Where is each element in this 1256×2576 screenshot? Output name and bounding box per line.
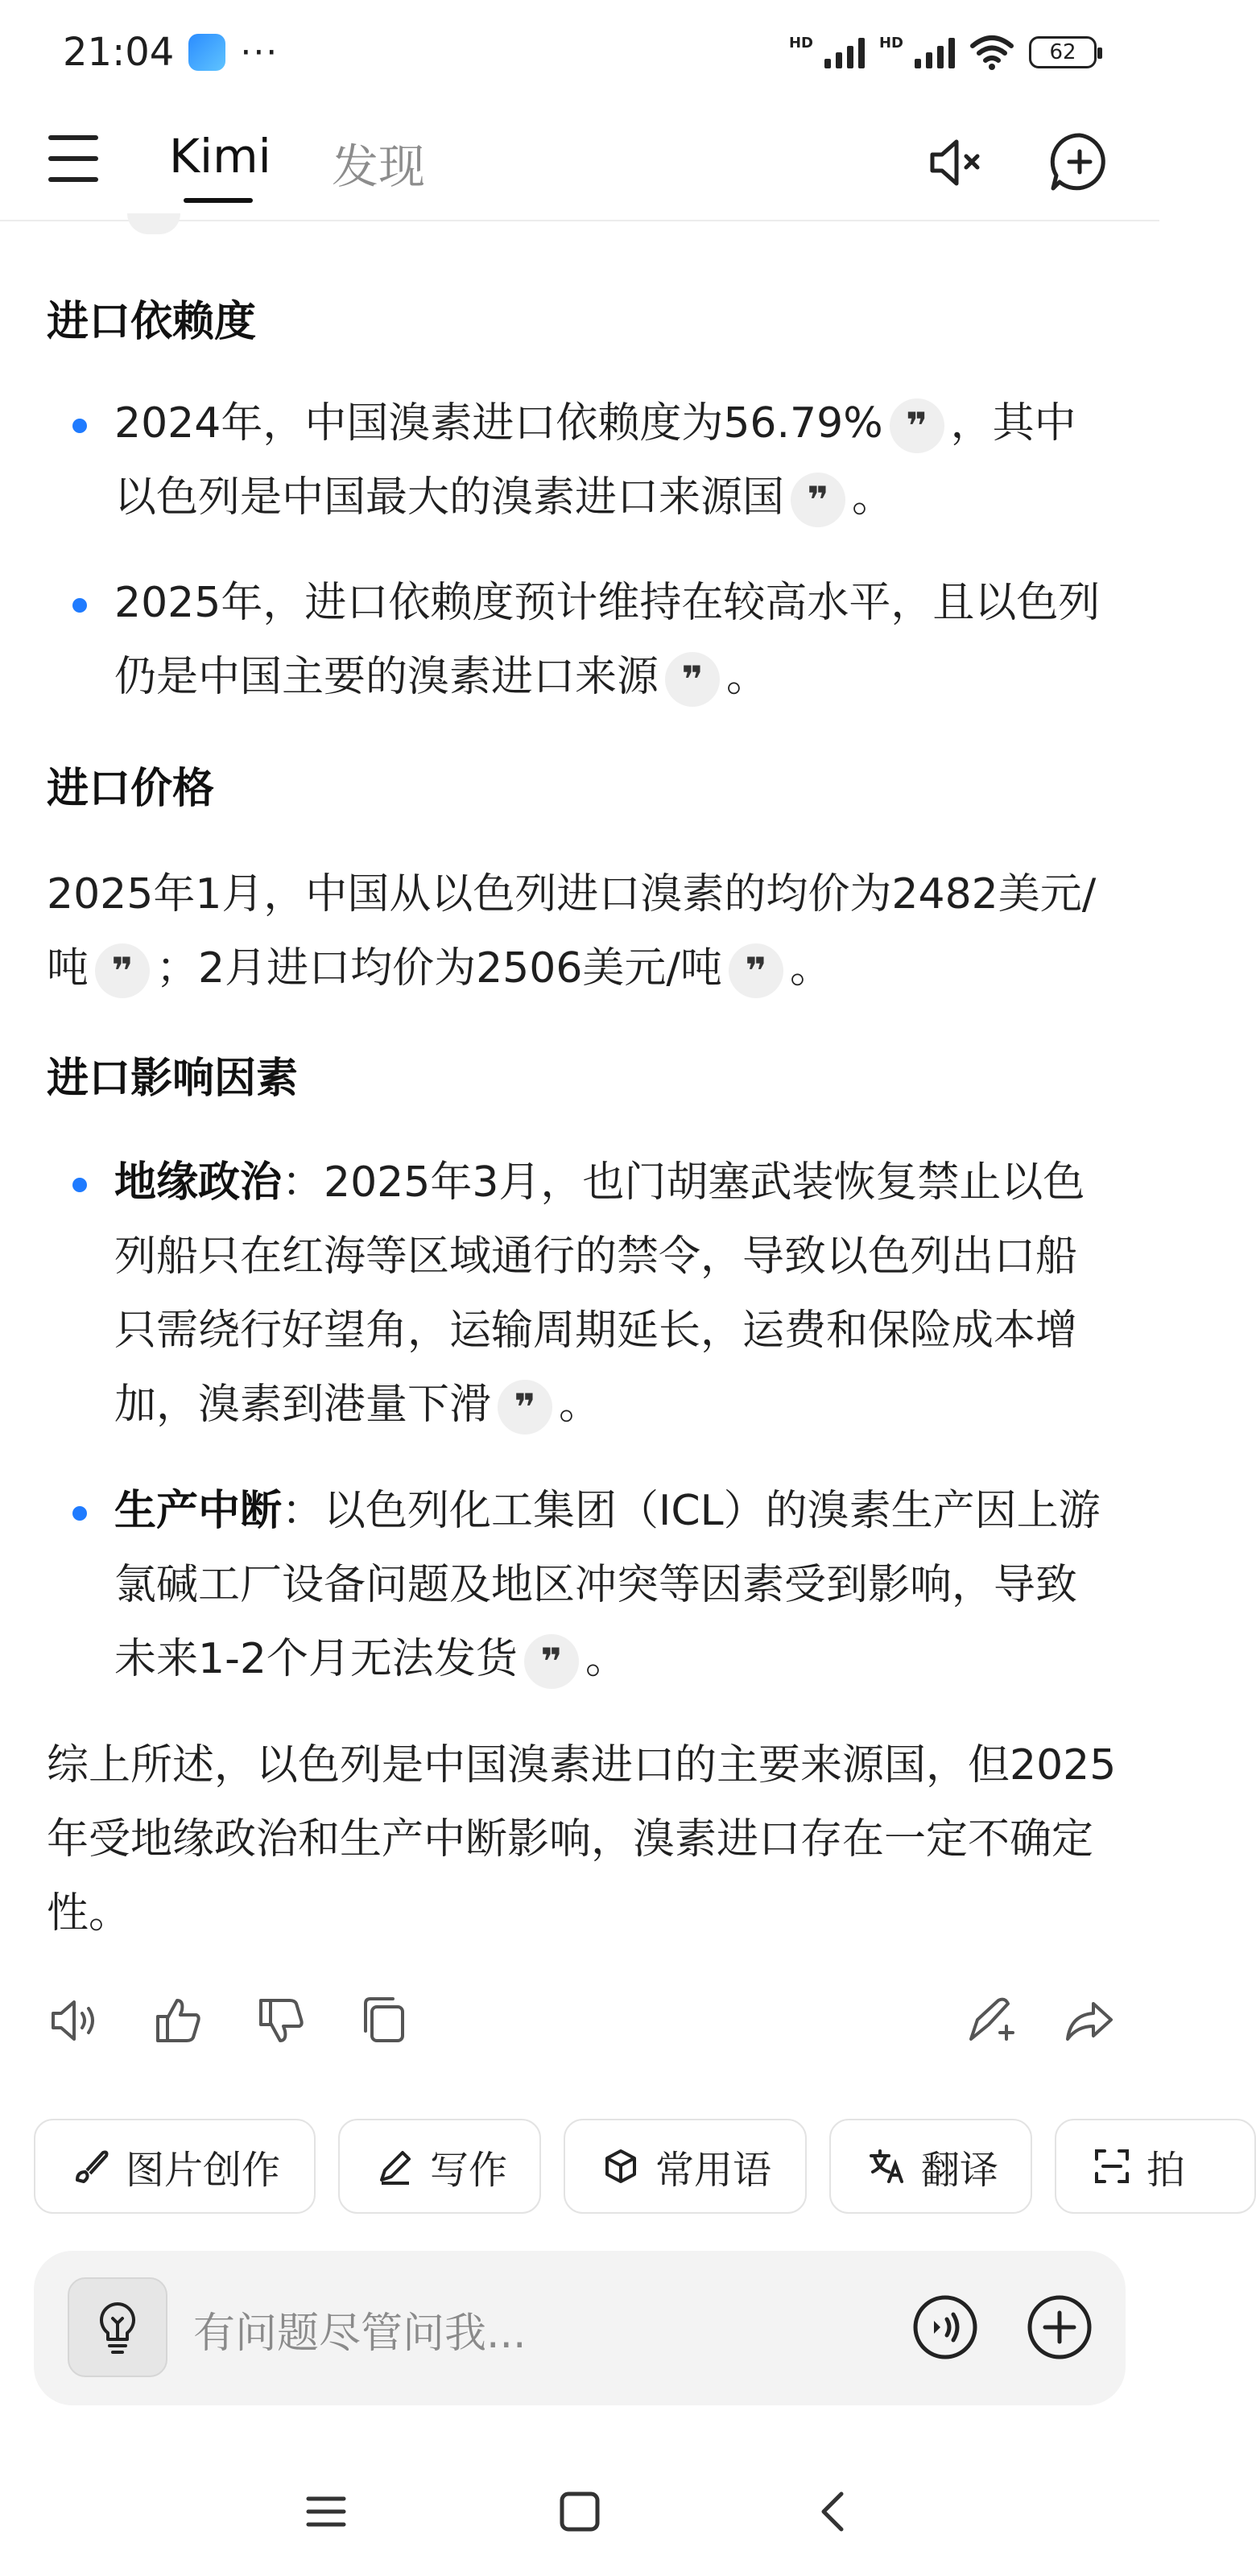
chip-label: 常用语 — [655, 2147, 772, 2193]
app-notification-icon — [188, 34, 225, 71]
translate-icon — [866, 2146, 907, 2186]
prompt-tips-button[interactable] — [68, 2277, 167, 2377]
status-left — [63, 30, 279, 75]
section-title-factors: 进口影响因素 — [47, 1055, 299, 1103]
menu-icon[interactable] — [48, 135, 98, 184]
home-icon[interactable] — [556, 2487, 604, 2536]
voice-input-icon[interactable] — [911, 2293, 979, 2361]
brush-icon — [71, 2146, 111, 2186]
message-actions — [47, 1984, 1118, 2057]
edit-share-icon[interactable] — [961, 1992, 1018, 2049]
section-title-price: 进口价格 — [47, 765, 215, 813]
wifi-icon — [969, 35, 1014, 70]
chip-phrases[interactable] — [564, 2119, 807, 2214]
price-paragraph: 2025年1月，中国从以色列进口溴素的均价为2482美元/吨 ❞ ；2月进口均价为2506美元/吨 ❞ 。 — [47, 857, 1118, 1005]
mute-icon[interactable] — [926, 134, 984, 192]
chip-label: 图片创作 — [126, 2147, 281, 2193]
chip-scan[interactable] — [1055, 2119, 1256, 2214]
recent-apps-icon[interactable] — [302, 2487, 350, 2536]
battery-indicator: 62 — [1029, 36, 1097, 68]
status-bar — [0, 0, 1159, 105]
pen-icon — [375, 2146, 415, 2186]
list-item — [47, 1146, 1118, 1442]
tab-kimi[interactable]: Kimi — [169, 129, 271, 184]
hd-label-1: HD — [788, 35, 813, 52]
chat-input[interactable]: 有问题尽管问我... — [193, 2310, 527, 2358]
cube-icon — [601, 2146, 641, 2186]
bullet-text: 地缘政治：2025年3月，也门胡塞武装恢复禁止以色列船只在红海等区域通行的禁令，导致以色列出口船只需绕行好望角，运输周期延长，运费和保险成本增加，溴素到港量下滑 ❞ 。 — [114, 1146, 1118, 1442]
tab-discover[interactable]: 发现 — [332, 139, 426, 194]
list-item — [47, 386, 1118, 535]
lightbulb-icon — [93, 2299, 142, 2355]
list-item — [47, 1474, 1118, 1696]
citation-icon[interactable]: ❞ — [95, 943, 150, 998]
partial-citation-chip — [127, 213, 180, 234]
new-chat-icon[interactable] — [1048, 130, 1111, 193]
chip-label: 翻译 — [921, 2147, 999, 2193]
chip-image-creation[interactable] — [34, 2119, 316, 2214]
citation-icon[interactable]: ❞ — [498, 1380, 552, 1435]
list-item — [47, 566, 1118, 714]
system-nav-bar — [0, 2463, 1159, 2560]
section-title-dependency: 进口依赖度 — [47, 298, 257, 346]
thumbs-down-icon[interactable] — [253, 1992, 309, 2049]
share-icon[interactable] — [1061, 1992, 1118, 2049]
bullet-text: 生产中断：以色列化工集团（ICL）的溴素生产因上游氯碱工厂设备问题及地区冲突等因素受到影响，导致未来1-2个月无法发货 ❞ 。 — [114, 1474, 1118, 1696]
status-right — [789, 35, 1097, 70]
app-header — [0, 105, 1159, 221]
bullet-text: 2025年，进口依赖度预计维持在较高水平，且以色列仍是中国主要的溴素进口来源 ❞ 。 — [114, 566, 1118, 714]
chat-input-bar — [34, 2251, 1126, 2405]
status-time: 21:04 — [63, 30, 175, 75]
signal-icon-2 — [915, 36, 955, 68]
add-attachment-icon[interactable] — [1026, 2293, 1093, 2361]
chip-label: 拍 — [1147, 2147, 1186, 2193]
hd-label-2: HD — [878, 35, 903, 52]
quick-action-chips — [34, 2119, 1186, 2217]
citation-icon[interactable]: ❞ — [665, 652, 720, 707]
chip-label: 写作 — [430, 2147, 508, 2193]
chip-writing[interactable] — [338, 2119, 541, 2214]
citation-icon[interactable]: ❞ — [890, 398, 944, 453]
scan-icon — [1092, 2146, 1132, 2186]
citation-icon[interactable]: ❞ — [524, 1634, 579, 1689]
back-icon[interactable] — [809, 2487, 857, 2536]
active-tab-indicator — [184, 198, 253, 203]
copy-icon[interactable] — [356, 1992, 412, 2049]
summary-paragraph: 综上所述，以色列是中国溴素进口的主要来源国，但2025年受地缘政治和生产中断影响，溴素进口存在一定不确定性。 — [47, 1741, 1117, 1938]
thumbs-up-icon[interactable] — [150, 1992, 206, 2049]
citation-icon[interactable]: ❞ — [791, 473, 845, 527]
signal-icon-1 — [824, 36, 865, 68]
citation-icon[interactable]: ❞ — [729, 943, 783, 998]
bullet-text: 2024年，中国溴素进口依赖度为56.79% ❞ ，其中以色列是中国最大的溴素进口来源国 ❞ 。 — [114, 386, 1118, 535]
chip-translate[interactable] — [829, 2119, 1032, 2214]
more-notifications-icon: ··· — [240, 31, 279, 73]
read-aloud-icon[interactable] — [47, 1992, 103, 2049]
